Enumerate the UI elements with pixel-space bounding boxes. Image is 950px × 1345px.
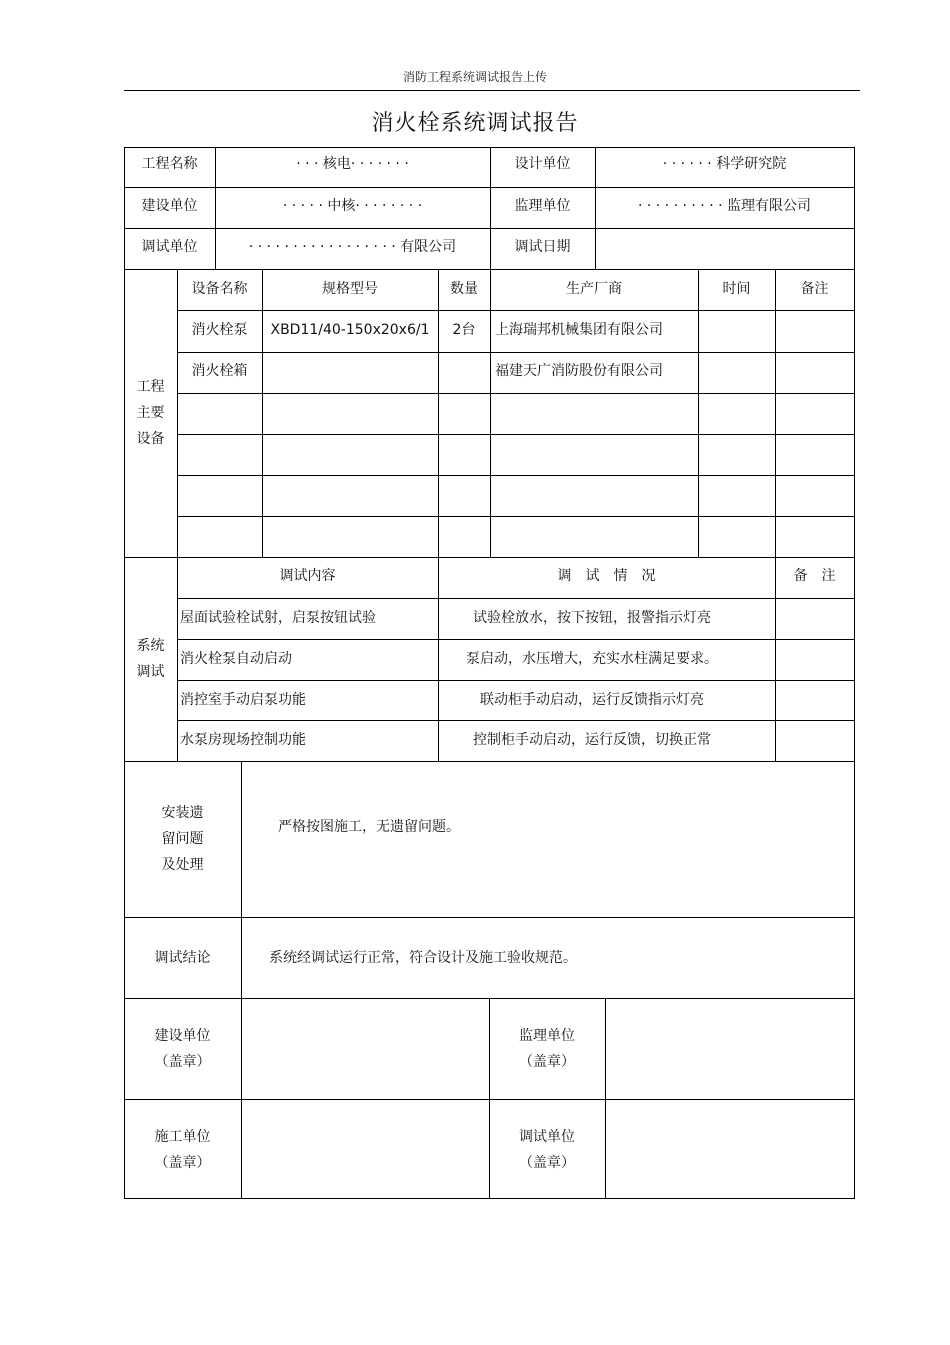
signature-supervision-unit: 监理单位 （盖章）	[519, 1028, 575, 1070]
equipment-cell-model: XBD11/40-150x20x6/1	[270, 322, 430, 338]
equipment-section-label: 工程 主要 设备	[136, 379, 165, 447]
signature-construction-unit: 建设单位 （盖章）	[154, 1028, 211, 1070]
design-unit-value: · · · · · · 科学研究院	[662, 156, 787, 172]
equipment-cell-manufacturer: 福建天广消防股份有限公司	[495, 363, 663, 379]
equipment-header-quantity: 数量	[450, 281, 478, 297]
construction-unit-value: · · · · · 中核· · · · · · · ·	[282, 198, 423, 214]
equipment-cell-manufacturer: 上海瑞邦机械集团有限公司	[495, 322, 663, 338]
debug-header-status: 调 试 情 况	[557, 568, 656, 584]
equipment-cell-quantity: 2台	[452, 322, 476, 338]
debug-cell-status: 联动柜手动启动，运行反馈指示灯亮	[480, 692, 704, 708]
conclusion-label: 调试结论	[154, 950, 211, 966]
debug-cell-status: 控制柜手动启动，运行反馈，切换正常	[473, 732, 711, 748]
debug-unit-label: 调试单位	[141, 239, 198, 255]
signature-builder-unit: 施工单位 （盖章）	[154, 1129, 211, 1171]
project-name-value: · · · 核电· · · · · · ·	[296, 156, 409, 172]
equipment-cell-name: 消火栓箱	[191, 363, 248, 379]
debug-header-content: 调试内容	[279, 568, 336, 584]
issues-label: 安装遗 留问题 及处理	[161, 805, 204, 873]
debug-cell-content: 屋面试验栓试射，启泵按钮试验	[180, 610, 376, 626]
equipment-cell-name: 消火栓泵	[191, 322, 248, 338]
debug-cell-status: 试验栓放水，按下按钮，报警指示灯亮	[473, 610, 711, 626]
debug-cell-content: 消控室手动启泵功能	[180, 692, 306, 708]
document-header: 消防工程系统调试报告上传	[402, 70, 547, 84]
equipment-header-name: 设备名称	[191, 281, 248, 297]
equipment-header-time: 时间	[722, 281, 751, 297]
debug-cell-status: 泵启动，水压增大，充实水柱满足要求。	[466, 651, 718, 667]
supervision-unit-label: 监理单位	[514, 198, 571, 214]
debug-header-remark: 备 注	[793, 568, 836, 584]
signature-debug-unit: 调试单位 （盖章）	[519, 1129, 575, 1171]
equipment-header-manufacturer: 生产厂商	[566, 281, 622, 297]
debug-date-label: 调试日期	[514, 239, 571, 255]
project-name-label: 工程名称	[141, 156, 198, 172]
system-debug-section-label: 系统 调试	[136, 638, 165, 680]
design-unit-label: 设计单位	[514, 156, 571, 172]
page-title: 消火栓系统调试报告	[371, 111, 579, 136]
debug-cell-content: 水泵房现场控制功能	[180, 732, 306, 748]
construction-unit-label: 建设单位	[141, 198, 198, 214]
debug-unit-value: · · · · · · · · · · · · · · · · · 有限公司	[248, 239, 457, 255]
equipment-header-model: 规格型号	[322, 281, 378, 297]
conclusion-value: 系统经调试运行正常，符合设计及施工验收规范。	[269, 950, 577, 966]
issues-value: 严格按图施工，无遗留问题。	[278, 819, 460, 835]
equipment-header-remark: 备注	[800, 281, 829, 297]
supervision-unit-value: · · · · · · · · · · 监理有限公司	[637, 198, 811, 214]
debug-cell-content: 消火栓泵自动启动	[180, 651, 292, 667]
